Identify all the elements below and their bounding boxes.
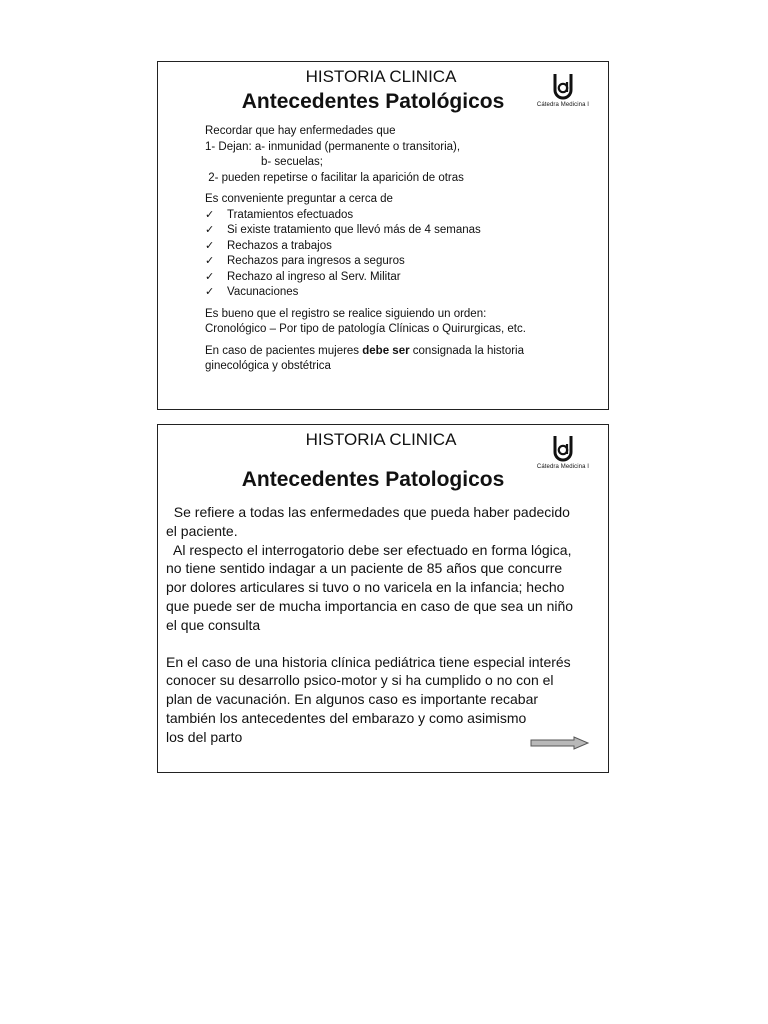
list-item: ✓ Rechazo al ingreso al Serv. Militar	[205, 270, 578, 286]
checkmark-icon: ✓	[205, 270, 215, 283]
text-line: Es conveniente preguntar a cerca de	[205, 193, 393, 205]
slide-body	[166, 503, 600, 747]
text-line: 2- pueden repetirse o facilitar la aparición de otras	[205, 171, 464, 184]
text-line: En caso de pacientes mujeres debe ser consignada la historia	[205, 344, 525, 357]
catedra-logo	[524, 72, 602, 108]
text-line: por dolores articulares si tuvo o no varicela en la infancia; hecho	[166, 579, 565, 596]
checkmark-icon: ✓	[205, 224, 215, 236]
catedra-logo	[524, 434, 602, 470]
checkmark-icon: ✓	[205, 286, 215, 298]
text-line: Se refiere a todas las enfermedades que pueda haber padecido	[166, 504, 570, 520]
text-line: Al respecto el interrogatorio debe ser efectuado en forma lógica,	[166, 541, 572, 558]
catedra-logo-icon	[551, 434, 575, 464]
text-line: b- secuelas;	[261, 156, 324, 168]
text-line: no tiene sentido indagar a un paciente de 85 años que concurre	[166, 560, 563, 577]
text-line: Cronológico – Por tipo de patología Clínicas o Quirurgicas, etc.	[205, 323, 526, 335]
slide-heading: HISTORIA CLINICA	[305, 430, 457, 449]
text-line: el paciente.	[166, 522, 238, 539]
text-line: el que consulta	[166, 616, 261, 633]
right-arrow-icon[interactable]	[530, 736, 590, 750]
catedra-logo-icon	[551, 72, 575, 102]
list-item: ✓ Rechazos para ingresos a seguros	[205, 254, 578, 270]
text-line: los del parto	[166, 728, 243, 745]
list-item: ✓ Vacunaciones	[205, 285, 578, 301]
slide-title: Antecedentes Patológicos	[241, 90, 505, 113]
logo-caption: Cátedra Medicina I	[536, 102, 590, 108]
list-item: ✓ Rechazos a trabajos	[205, 239, 578, 255]
checkmark-icon: ✓	[205, 239, 215, 252]
text-line: Recordar que hay enfermedades que	[205, 125, 396, 137]
logo-caption: Cátedra Medicina I	[536, 464, 590, 470]
text-line: plan de vacunación. En algunos caso es importante recabar	[166, 691, 539, 708]
checklist	[205, 208, 578, 301]
text-line: también los antecedentes del embarazo y como asimismo	[166, 709, 527, 726]
slide-antecedentes-patologicos-2	[157, 424, 609, 773]
list-item: ✓ Si existe tratamiento que llevó más de 4 semanas	[205, 223, 578, 239]
slide-title: Antecedentes Patologicos	[241, 468, 505, 491]
slide-antecedentes-patologicos-1	[157, 61, 609, 410]
list-item: ✓ Tratamientos efectuados	[205, 208, 578, 224]
text-line: En el caso de una historia clínica pediátrica tiene especial interés	[166, 653, 571, 670]
text-line: ginecológica y obstétrica	[205, 360, 331, 372]
checkmark-icon: ✓	[205, 255, 215, 267]
text-line: que puede ser de mucha importancia en caso de que sea un niño	[166, 597, 574, 614]
text-line: Es bueno que el registro se realice siguiendo un orden:	[205, 307, 487, 320]
slide-body	[205, 124, 578, 375]
checkmark-icon: ✓	[205, 208, 215, 221]
text-line: conocer su desarrollo psico-motor y si ha cumplido o no con el	[166, 672, 554, 689]
slide-heading: HISTORIA CLINICA	[305, 67, 457, 86]
text-line: 1- Dejan: a- inmunidad (permanente o transitoria),	[205, 140, 461, 153]
